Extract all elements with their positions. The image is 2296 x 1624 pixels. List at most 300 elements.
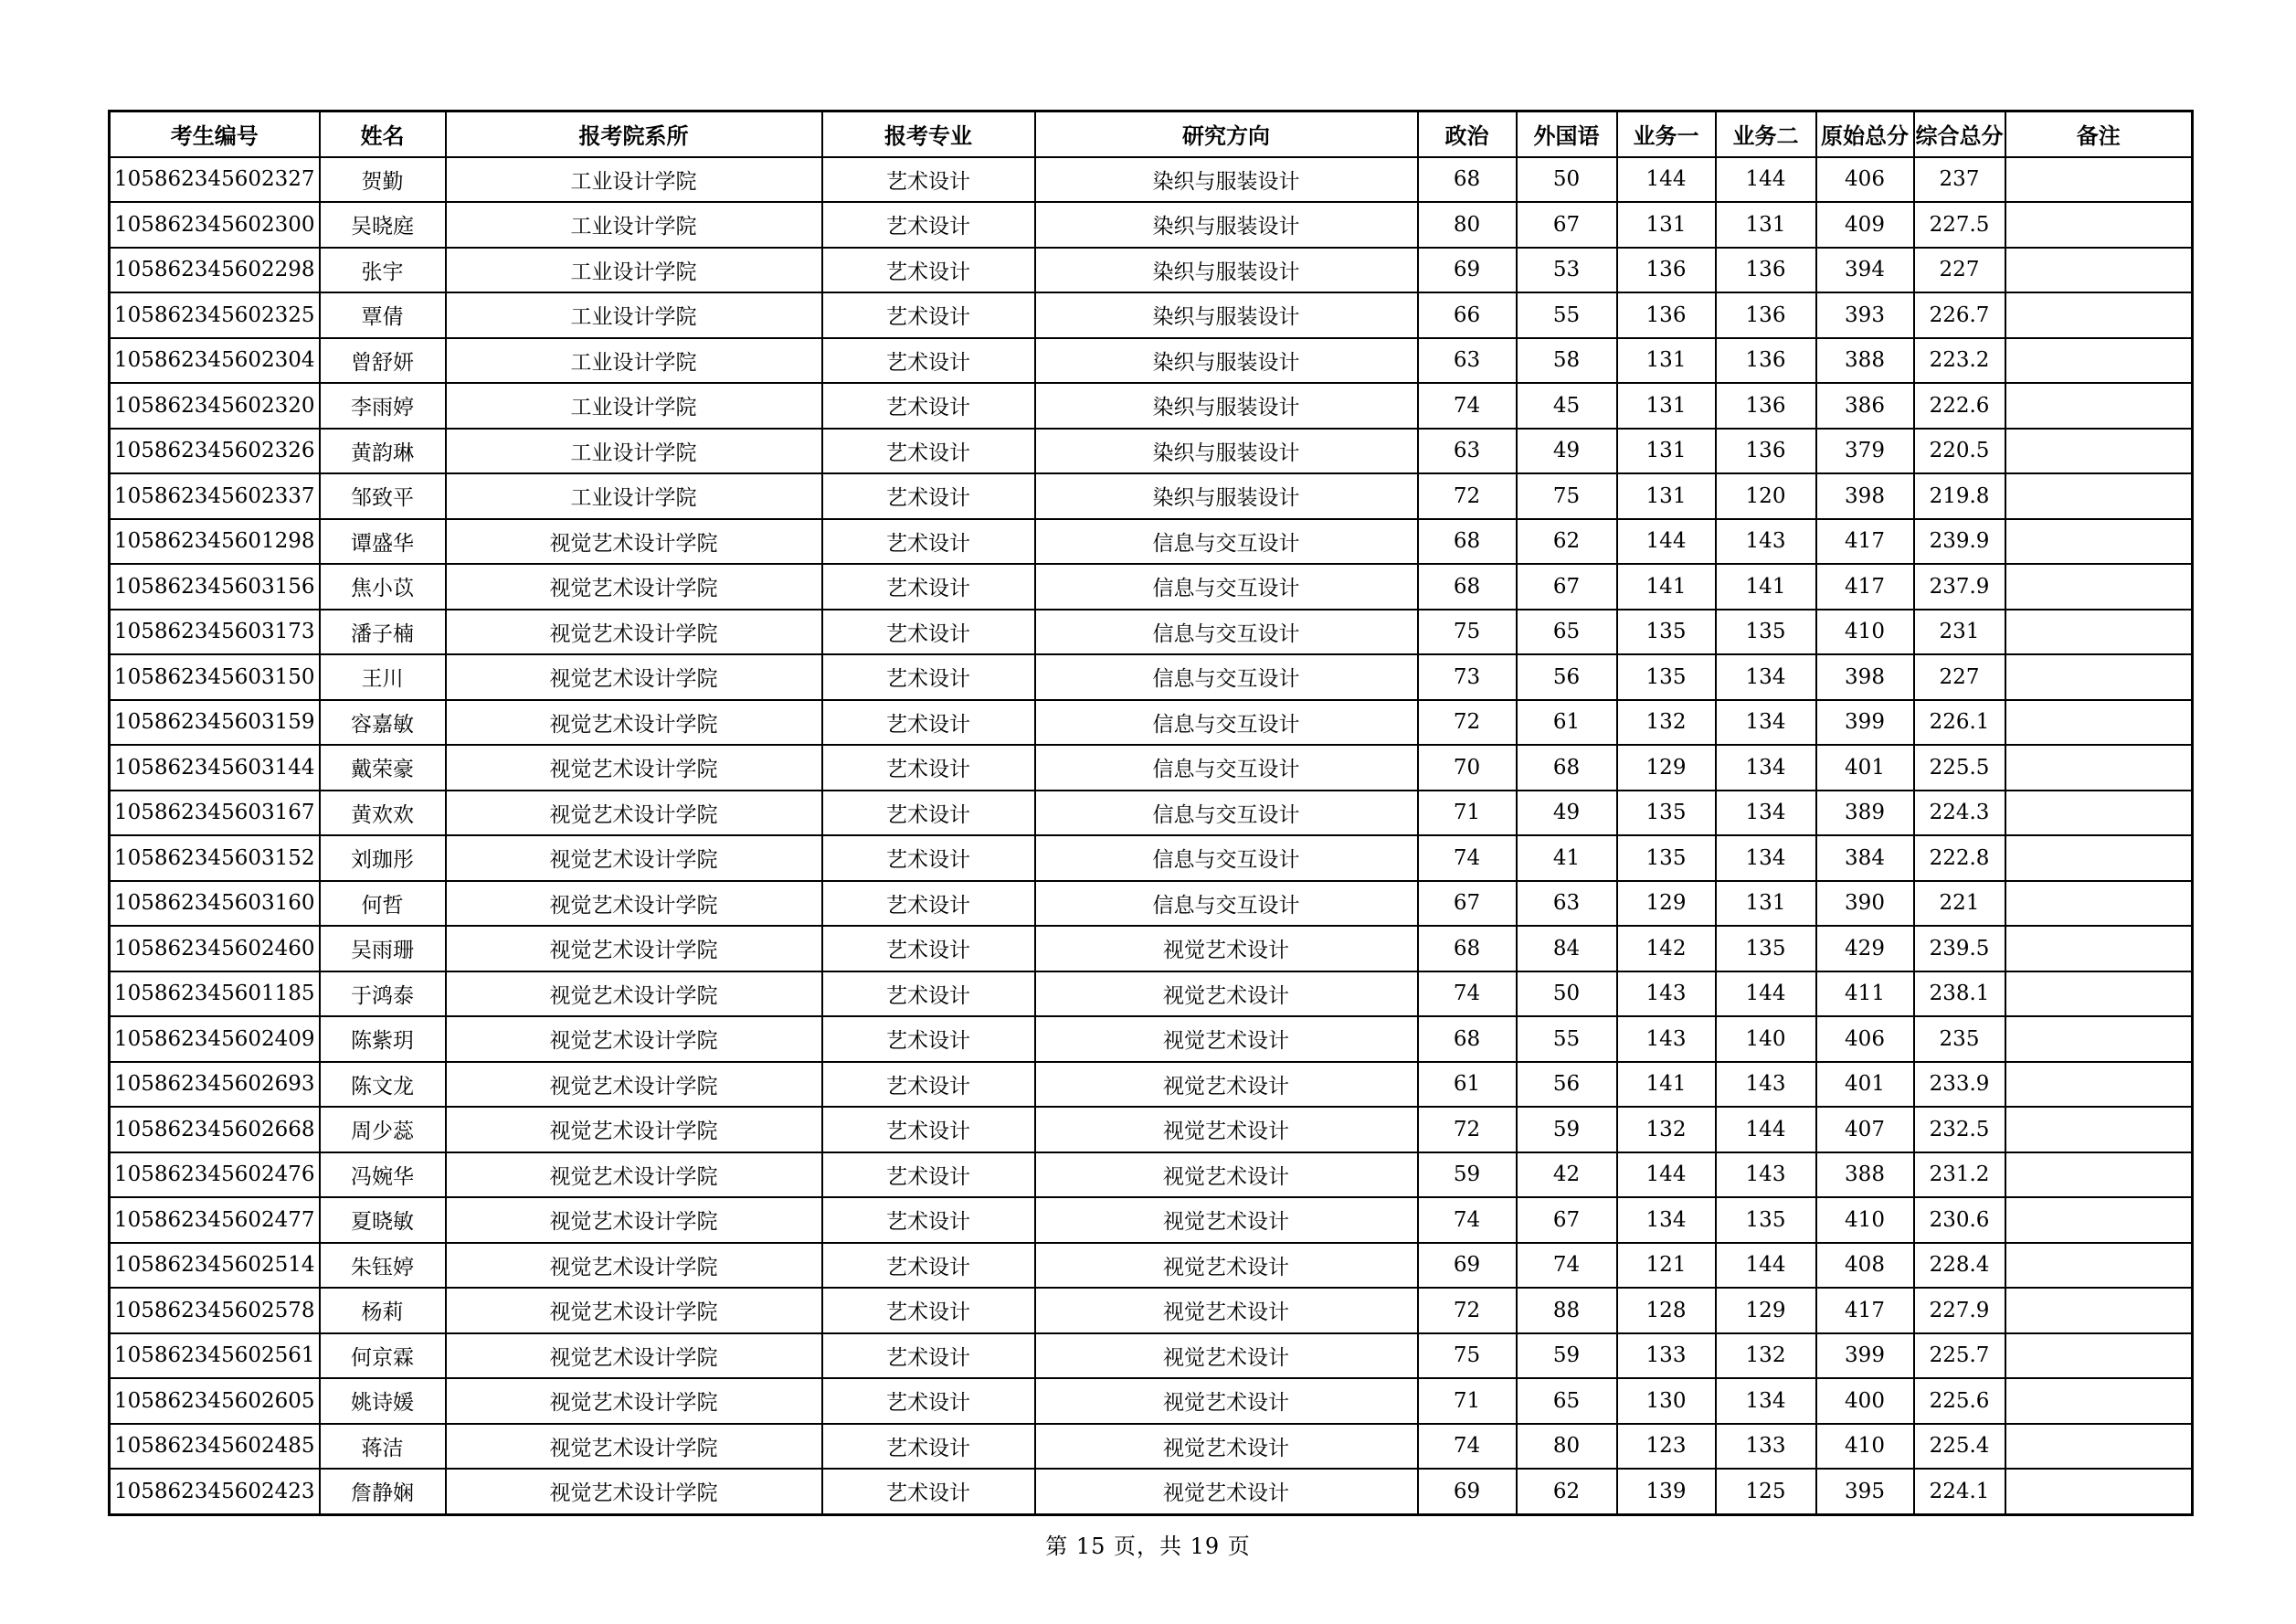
cell-composite-total: 226.1 (1914, 700, 2005, 746)
cell-politics: 63 (1418, 338, 1517, 384)
cell-research-direction: 信息与交互设计 (1035, 835, 1418, 881)
cell-name: 王川 (320, 654, 446, 700)
cell-remarks (2005, 292, 2193, 338)
cell-raw-total: 388 (1816, 338, 1914, 384)
cell-raw-total: 409 (1816, 202, 1914, 248)
cell-remarks (2005, 1424, 2193, 1470)
cell-subject-two: 120 (1716, 473, 1816, 519)
cell-remarks (2005, 971, 2193, 1017)
table-row (110, 157, 2193, 203)
cell-research-direction: 视觉艺术设计 (1035, 1107, 1418, 1152)
cell-subject-two: 131 (1716, 881, 1816, 927)
table-row (110, 1016, 2193, 1062)
cell-politics: 69 (1418, 1243, 1517, 1289)
cell-politics: 68 (1418, 157, 1517, 203)
table-row (110, 564, 2193, 610)
cell-major: 艺术设计 (822, 1062, 1035, 1108)
cell-research-direction: 视觉艺术设计 (1035, 1333, 1418, 1379)
cell-research-direction: 视觉艺术设计 (1035, 926, 1418, 971)
cell-composite-total: 220.5 (1914, 429, 2005, 474)
cell-candidate-id: 105862345602668 (110, 1107, 320, 1152)
cell-subject-one: 135 (1617, 610, 1716, 655)
cell-department: 视觉艺术设计学院 (446, 1016, 822, 1062)
cell-name: 黄欢欢 (320, 791, 446, 836)
cell-remarks (2005, 1243, 2193, 1289)
cell-politics: 72 (1418, 473, 1517, 519)
table-row (110, 248, 2193, 293)
cell-raw-total: 399 (1816, 700, 1914, 746)
cell-major: 艺术设计 (822, 610, 1035, 655)
cell-composite-total: 226.7 (1914, 292, 2005, 338)
cell-foreign-language: 65 (1517, 610, 1617, 655)
cell-name: 詹静娴 (320, 1469, 446, 1514)
cell-politics: 59 (1418, 1152, 1517, 1198)
cell-foreign-language: 56 (1517, 1062, 1617, 1108)
cell-name: 黄韵琳 (320, 429, 446, 474)
cell-politics: 72 (1418, 700, 1517, 746)
cell-subject-one: 141 (1617, 1062, 1716, 1108)
cell-remarks (2005, 1197, 2193, 1243)
cell-department: 工业设计学院 (446, 338, 822, 384)
cell-research-direction: 视觉艺术设计 (1035, 1378, 1418, 1424)
cell-remarks (2005, 881, 2193, 927)
cell-major: 艺术设计 (822, 429, 1035, 474)
table-row (110, 1197, 2193, 1243)
cell-major: 艺术设计 (822, 1016, 1035, 1062)
cell-major: 艺术设计 (822, 202, 1035, 248)
cell-major: 艺术设计 (822, 1469, 1035, 1514)
cell-remarks (2005, 700, 2193, 746)
cell-raw-total: 410 (1816, 1424, 1914, 1470)
cell-department: 视觉艺术设计学院 (446, 1378, 822, 1424)
cell-department: 视觉艺术设计学院 (446, 1469, 822, 1514)
cell-politics: 75 (1418, 610, 1517, 655)
cell-name: 何哲 (320, 881, 446, 927)
cell-foreign-language: 61 (1517, 700, 1617, 746)
cell-composite-total: 225.4 (1914, 1424, 2005, 1470)
cell-subject-two: 134 (1716, 1378, 1816, 1424)
column-header-foreign-language: 外国语 (1517, 111, 1617, 157)
cell-foreign-language: 59 (1517, 1333, 1617, 1379)
cell-remarks (2005, 1469, 2193, 1514)
cell-remarks (2005, 1016, 2193, 1062)
cell-name: 刘珈彤 (320, 835, 446, 881)
cell-candidate-id: 105862345602320 (110, 383, 320, 429)
table-row (110, 202, 2193, 248)
table-row (110, 610, 2193, 655)
cell-foreign-language: 59 (1517, 1107, 1617, 1152)
cell-raw-total: 389 (1816, 791, 1914, 836)
cell-foreign-language: 68 (1517, 745, 1617, 791)
table-row (110, 1378, 2193, 1424)
cell-composite-total: 231.2 (1914, 1152, 2005, 1198)
cell-foreign-language: 62 (1517, 1469, 1617, 1514)
cell-remarks (2005, 338, 2193, 384)
cell-major: 艺术设计 (822, 292, 1035, 338)
cell-remarks (2005, 654, 2193, 700)
cell-composite-total: 227 (1914, 654, 2005, 700)
cell-subject-two: 129 (1716, 1288, 1816, 1333)
cell-candidate-id: 105862345602693 (110, 1062, 320, 1108)
cell-candidate-id: 105862345602477 (110, 1197, 320, 1243)
cell-subject-one: 139 (1617, 1469, 1716, 1514)
cell-research-direction: 信息与交互设计 (1035, 881, 1418, 927)
cell-subject-one: 131 (1617, 338, 1716, 384)
cell-raw-total: 393 (1816, 292, 1914, 338)
cell-research-direction: 染织与服装设计 (1035, 338, 1418, 384)
cell-raw-total: 429 (1816, 926, 1914, 971)
cell-foreign-language: 75 (1517, 473, 1617, 519)
cell-major: 艺术设计 (822, 157, 1035, 203)
cell-candidate-id: 105862345601298 (110, 519, 320, 565)
cell-name: 杨莉 (320, 1288, 446, 1333)
cell-major: 艺术设计 (822, 926, 1035, 971)
cell-subject-two: 125 (1716, 1469, 1816, 1514)
cell-composite-total: 221 (1914, 881, 2005, 927)
table-header-row (110, 111, 2193, 157)
cell-composite-total: 224.1 (1914, 1469, 2005, 1514)
cell-subject-one: 144 (1617, 519, 1716, 565)
cell-composite-total: 227.9 (1914, 1288, 2005, 1333)
cell-name: 于鸿泰 (320, 971, 446, 1017)
table-row (110, 881, 2193, 927)
cell-research-direction: 染织与服装设计 (1035, 473, 1418, 519)
cell-raw-total: 410 (1816, 610, 1914, 655)
cell-major: 艺术设计 (822, 835, 1035, 881)
table-row (110, 745, 2193, 791)
cell-raw-total: 401 (1816, 1062, 1914, 1108)
cell-subject-one: 136 (1617, 292, 1716, 338)
cell-foreign-language: 67 (1517, 1197, 1617, 1243)
cell-name: 何京霖 (320, 1333, 446, 1379)
cell-department: 视觉艺术设计学院 (446, 1424, 822, 1470)
cell-composite-total: 222.6 (1914, 383, 2005, 429)
cell-foreign-language: 45 (1517, 383, 1617, 429)
cell-composite-total: 239.5 (1914, 926, 2005, 971)
cell-research-direction: 信息与交互设计 (1035, 791, 1418, 836)
cell-candidate-id: 105862345602409 (110, 1016, 320, 1062)
cell-name: 陈文龙 (320, 1062, 446, 1108)
cell-research-direction: 视觉艺术设计 (1035, 1243, 1418, 1289)
cell-department: 视觉艺术设计学院 (446, 881, 822, 927)
cell-composite-total: 239.9 (1914, 519, 2005, 565)
cell-raw-total: 406 (1816, 157, 1914, 203)
cell-candidate-id: 105862345603144 (110, 745, 320, 791)
cell-composite-total: 219.8 (1914, 473, 2005, 519)
cell-subject-one: 135 (1617, 791, 1716, 836)
cell-major: 艺术设计 (822, 519, 1035, 565)
table-row (110, 1152, 2193, 1198)
cell-raw-total: 417 (1816, 564, 1914, 610)
cell-major: 艺术设计 (822, 1152, 1035, 1198)
cell-candidate-id: 105862345602605 (110, 1378, 320, 1424)
cell-name: 陈紫玥 (320, 1016, 446, 1062)
cell-foreign-language: 67 (1517, 202, 1617, 248)
cell-raw-total: 411 (1816, 971, 1914, 1017)
cell-candidate-id: 105862345602561 (110, 1333, 320, 1379)
cell-composite-total: 232.5 (1914, 1107, 2005, 1152)
cell-candidate-id: 105862345603167 (110, 791, 320, 836)
cell-subject-one: 144 (1617, 157, 1716, 203)
cell-research-direction: 染织与服装设计 (1035, 248, 1418, 293)
cell-subject-one: 132 (1617, 1107, 1716, 1152)
cell-raw-total: 401 (1816, 745, 1914, 791)
table-row (110, 835, 2193, 881)
table-row (110, 654, 2193, 700)
page-number: 第 15 页，共 19 页 (1045, 1534, 1251, 1559)
cell-candidate-id: 105862345603150 (110, 654, 320, 700)
cell-research-direction: 视觉艺术设计 (1035, 971, 1418, 1017)
cell-major: 艺术设计 (822, 1197, 1035, 1243)
cell-raw-total: 395 (1816, 1469, 1914, 1514)
column-header-politics: 政治 (1418, 111, 1517, 157)
cell-research-direction: 视觉艺术设计 (1035, 1062, 1418, 1108)
cell-foreign-language: 58 (1517, 338, 1617, 384)
cell-candidate-id: 105862345602514 (110, 1243, 320, 1289)
cell-name: 谭盛华 (320, 519, 446, 565)
cell-name: 贺勤 (320, 157, 446, 203)
cell-composite-total: 231 (1914, 610, 2005, 655)
cell-major: 艺术设计 (822, 1333, 1035, 1379)
cell-foreign-language: 55 (1517, 292, 1617, 338)
cell-subject-one: 131 (1617, 429, 1716, 474)
cell-subject-two: 135 (1716, 926, 1816, 971)
cell-remarks (2005, 745, 2193, 791)
cell-remarks (2005, 926, 2193, 971)
cell-subject-two: 132 (1716, 1333, 1816, 1379)
cell-remarks (2005, 202, 2193, 248)
cell-major: 艺术设计 (822, 473, 1035, 519)
column-header-subject-one: 业务一 (1617, 111, 1716, 157)
cell-department: 工业设计学院 (446, 202, 822, 248)
cell-subject-one: 129 (1617, 745, 1716, 791)
cell-subject-one: 143 (1617, 1016, 1716, 1062)
cell-department: 视觉艺术设计学院 (446, 519, 822, 565)
cell-subject-two: 134 (1716, 835, 1816, 881)
table-row (110, 1062, 2193, 1108)
cell-department: 视觉艺术设计学院 (446, 745, 822, 791)
cell-subject-two: 136 (1716, 383, 1816, 429)
cell-politics: 71 (1418, 1378, 1517, 1424)
cell-research-direction: 染织与服装设计 (1035, 429, 1418, 474)
cell-foreign-language: 74 (1517, 1243, 1617, 1289)
cell-department: 工业设计学院 (446, 429, 822, 474)
table-row (110, 519, 2193, 565)
cell-remarks (2005, 1152, 2193, 1198)
column-header-department: 报考院系所 (446, 111, 822, 157)
cell-department: 工业设计学院 (446, 473, 822, 519)
cell-subject-one: 131 (1617, 473, 1716, 519)
cell-research-direction: 染织与服装设计 (1035, 292, 1418, 338)
cell-candidate-id: 105862345601185 (110, 971, 320, 1017)
cell-subject-two: 134 (1716, 700, 1816, 746)
cell-remarks (2005, 1107, 2193, 1152)
cell-composite-total: 225.6 (1914, 1378, 2005, 1424)
cell-remarks (2005, 1288, 2193, 1333)
cell-subject-two: 134 (1716, 791, 1816, 836)
cell-remarks (2005, 1378, 2193, 1424)
cell-candidate-id: 105862345602326 (110, 429, 320, 474)
cell-politics: 74 (1418, 835, 1517, 881)
cell-name: 邹致平 (320, 473, 446, 519)
cell-subject-two: 144 (1716, 157, 1816, 203)
cell-name: 覃倩 (320, 292, 446, 338)
cell-politics: 66 (1418, 292, 1517, 338)
cell-candidate-id: 105862345603152 (110, 835, 320, 881)
table-row (110, 700, 2193, 746)
cell-research-direction: 视觉艺术设计 (1035, 1469, 1418, 1514)
cell-subject-two: 134 (1716, 654, 1816, 700)
cell-composite-total: 233.9 (1914, 1062, 2005, 1108)
cell-department: 视觉艺术设计学院 (446, 1243, 822, 1289)
cell-subject-two: 134 (1716, 745, 1816, 791)
cell-remarks (2005, 383, 2193, 429)
table-row (110, 791, 2193, 836)
table-row (110, 971, 2193, 1017)
cell-major: 艺术设计 (822, 745, 1035, 791)
cell-composite-total: 237.9 (1914, 564, 2005, 610)
cell-major: 艺术设计 (822, 700, 1035, 746)
cell-composite-total: 228.4 (1914, 1243, 2005, 1289)
cell-remarks (2005, 1062, 2193, 1108)
cell-major: 艺术设计 (822, 1243, 1035, 1289)
cell-foreign-language: 67 (1517, 564, 1617, 610)
cell-raw-total: 388 (1816, 1152, 1914, 1198)
cell-subject-one: 129 (1617, 881, 1716, 927)
cell-candidate-id: 105862345603156 (110, 564, 320, 610)
cell-candidate-id: 105862345602304 (110, 338, 320, 384)
cell-department: 视觉艺术设计学院 (446, 971, 822, 1017)
cell-raw-total: 408 (1816, 1243, 1914, 1289)
cell-politics: 68 (1418, 1016, 1517, 1062)
cell-politics: 74 (1418, 383, 1517, 429)
cell-subject-one: 135 (1617, 835, 1716, 881)
cell-major: 艺术设计 (822, 1424, 1035, 1470)
cell-subject-two: 136 (1716, 429, 1816, 474)
cell-politics: 71 (1418, 791, 1517, 836)
cell-subject-two: 136 (1716, 338, 1816, 384)
cell-foreign-language: 42 (1517, 1152, 1617, 1198)
table-row (110, 1107, 2193, 1152)
cell-candidate-id: 105862345602485 (110, 1424, 320, 1470)
cell-department: 视觉艺术设计学院 (446, 654, 822, 700)
cell-composite-total: 223.2 (1914, 338, 2005, 384)
cell-subject-one: 130 (1617, 1378, 1716, 1424)
cell-name: 曾舒妍 (320, 338, 446, 384)
cell-remarks (2005, 157, 2193, 203)
cell-research-direction: 染织与服装设计 (1035, 202, 1418, 248)
column-header-remarks: 备注 (2005, 111, 2193, 157)
cell-candidate-id: 105862345602337 (110, 473, 320, 519)
cell-foreign-language: 65 (1517, 1378, 1617, 1424)
table-row (110, 292, 2193, 338)
cell-department: 视觉艺术设计学院 (446, 791, 822, 836)
cell-foreign-language: 49 (1517, 429, 1617, 474)
cell-foreign-language: 53 (1517, 248, 1617, 293)
cell-politics: 70 (1418, 745, 1517, 791)
cell-composite-total: 227.5 (1914, 202, 2005, 248)
cell-department: 视觉艺术设计学院 (446, 1062, 822, 1108)
cell-remarks (2005, 519, 2193, 565)
cell-subject-two: 136 (1716, 248, 1816, 293)
cell-department: 视觉艺术设计学院 (446, 564, 822, 610)
cell-department: 视觉艺术设计学院 (446, 1197, 822, 1243)
cell-remarks (2005, 429, 2193, 474)
cell-name: 周少蕊 (320, 1107, 446, 1152)
cell-remarks (2005, 473, 2193, 519)
cell-subject-two: 140 (1716, 1016, 1816, 1062)
cell-raw-total: 384 (1816, 835, 1914, 881)
cell-raw-total: 400 (1816, 1378, 1914, 1424)
cell-name: 焦小苡 (320, 564, 446, 610)
cell-subject-two: 136 (1716, 292, 1816, 338)
column-header-candidate-id: 考生编号 (110, 111, 320, 157)
cell-raw-total: 417 (1816, 1288, 1914, 1333)
cell-major: 艺术设计 (822, 654, 1035, 700)
cell-major: 艺术设计 (822, 383, 1035, 429)
cell-name: 张宇 (320, 248, 446, 293)
column-header-subject-two: 业务二 (1716, 111, 1816, 157)
table-row (110, 1288, 2193, 1333)
cell-research-direction: 视觉艺术设计 (1035, 1152, 1418, 1198)
cell-major: 艺术设计 (822, 1378, 1035, 1424)
cell-raw-total: 406 (1816, 1016, 1914, 1062)
cell-subject-one: 123 (1617, 1424, 1716, 1470)
column-header-name: 姓名 (320, 111, 446, 157)
cell-subject-two: 144 (1716, 1243, 1816, 1289)
cell-raw-total: 394 (1816, 248, 1914, 293)
cell-subject-two: 135 (1716, 1197, 1816, 1243)
cell-name: 李雨婷 (320, 383, 446, 429)
cell-department: 视觉艺术设计学院 (446, 1107, 822, 1152)
cell-composite-total: 237 (1914, 157, 2005, 203)
cell-department: 视觉艺术设计学院 (446, 1333, 822, 1379)
column-header-composite-total: 综合总分 (1914, 111, 2005, 157)
cell-name: 姚诗媛 (320, 1378, 446, 1424)
cell-research-direction: 视觉艺术设计 (1035, 1197, 1418, 1243)
cell-politics: 69 (1418, 1469, 1517, 1514)
cell-research-direction: 染织与服装设计 (1035, 157, 1418, 203)
cell-name: 蒋洁 (320, 1424, 446, 1470)
cell-politics: 68 (1418, 926, 1517, 971)
cell-composite-total: 238.1 (1914, 971, 2005, 1017)
table-row (110, 1424, 2193, 1470)
cell-raw-total: 398 (1816, 473, 1914, 519)
cell-name: 容嘉敏 (320, 700, 446, 746)
column-header-major: 报考专业 (822, 111, 1035, 157)
table-row (110, 429, 2193, 474)
cell-department: 视觉艺术设计学院 (446, 610, 822, 655)
column-header-raw-total: 原始总分 (1816, 111, 1914, 157)
table-row (110, 383, 2193, 429)
cell-politics: 68 (1418, 564, 1517, 610)
cell-major: 艺术设计 (822, 1288, 1035, 1333)
cell-department: 工业设计学院 (446, 383, 822, 429)
cell-foreign-language: 62 (1517, 519, 1617, 565)
cell-politics: 68 (1418, 519, 1517, 565)
cell-research-direction: 信息与交互设计 (1035, 700, 1418, 746)
cell-major: 艺术设计 (822, 791, 1035, 836)
cell-department: 视觉艺术设计学院 (446, 1152, 822, 1198)
cell-subject-one: 131 (1617, 383, 1716, 429)
cell-politics: 61 (1418, 1062, 1517, 1108)
cell-remarks (2005, 835, 2193, 881)
cell-foreign-language: 55 (1517, 1016, 1617, 1062)
cell-remarks (2005, 248, 2193, 293)
cell-research-direction: 信息与交互设计 (1035, 519, 1418, 565)
cell-subject-two: 131 (1716, 202, 1816, 248)
cell-remarks (2005, 1333, 2193, 1379)
